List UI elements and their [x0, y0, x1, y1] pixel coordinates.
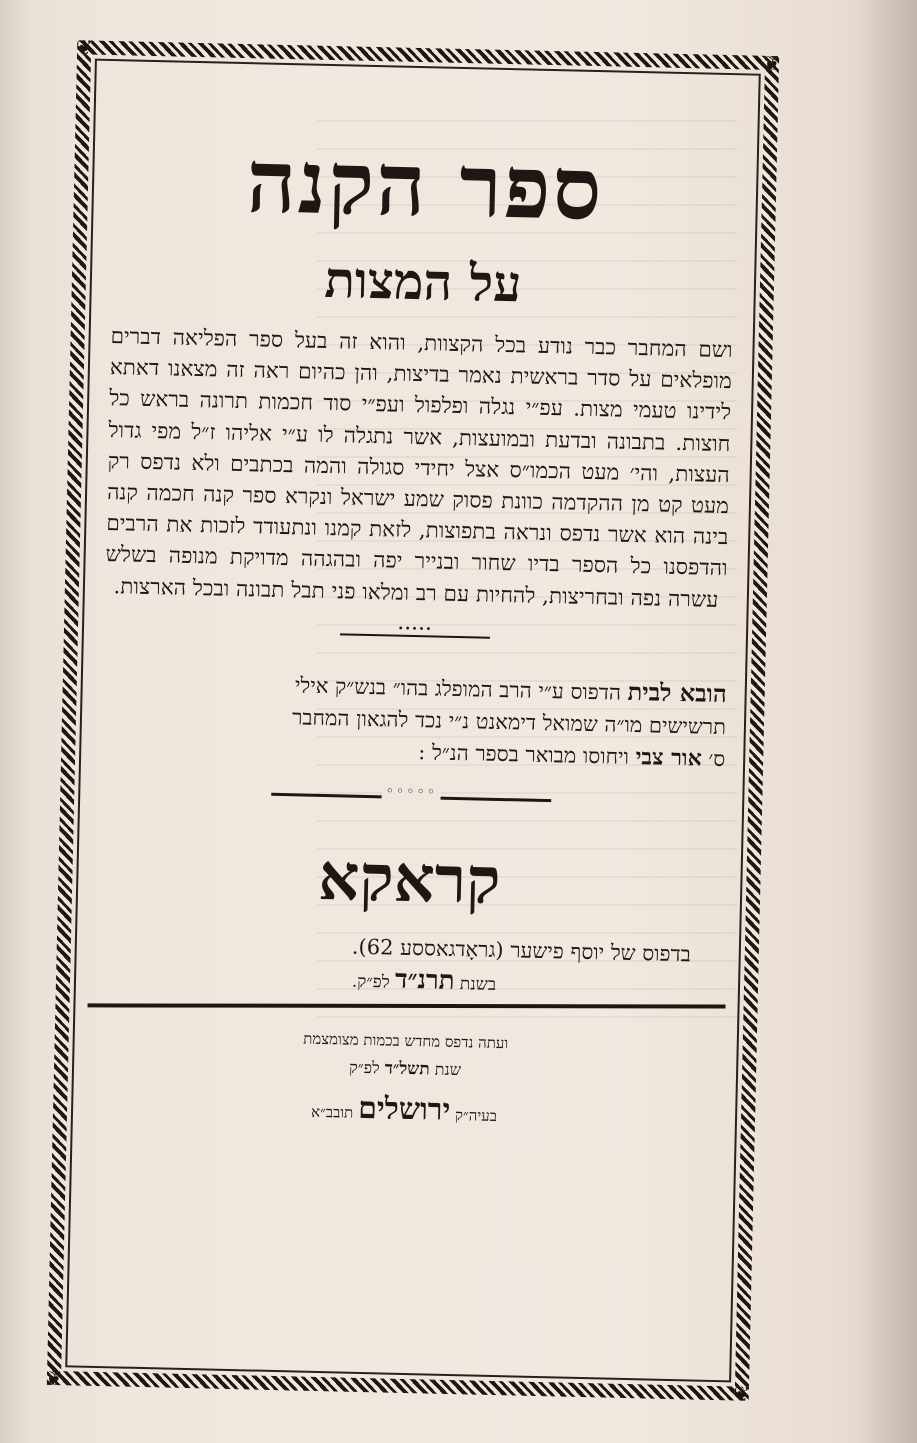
title-page-frame — [45, 35, 781, 1406]
corner-ornament-icon: ❦ — [45, 1365, 63, 1391]
reprint-line: ועתה נדפס מחדש בכמות מצומצמת — [303, 1029, 509, 1053]
small-divider — [340, 633, 490, 638]
publisher-book-name: אור צבי — [635, 743, 703, 772]
book-title: ספר הקנה — [245, 131, 605, 241]
publisher-text-4: ויחוסו מבואר בספר הנ״ל : — [417, 739, 630, 769]
place-name: ירושלים — [357, 1090, 451, 1128]
corner-ornament-icon: ❦ — [763, 50, 781, 76]
title-page-content — [80, 101, 746, 1368]
book-subtitle: על המצות — [323, 249, 523, 314]
place-prefix: בעיה״ק — [454, 1105, 498, 1125]
page-shadow — [857, 0, 917, 1443]
reprint-place-line — [85, 1082, 724, 1140]
printer-line: בדפוס של יוסף פישער (גראָדגאססע 62). — [351, 934, 692, 967]
publisher-text-1: הדפוס ע״י הרב המופלג בהו״ בנש״ק אילי — [294, 673, 622, 705]
year-prefix: בשנת — [459, 973, 497, 995]
reprint-year: תשל״ד — [384, 1058, 430, 1080]
corner-ornament-icon: ❦ — [733, 1381, 751, 1406]
corner-ornament-icon: ❦ — [75, 35, 93, 60]
year-value: תרנ״ד — [394, 964, 455, 996]
city-name: קראקא — [317, 839, 502, 919]
description-paragraph: ושם המחבר כבר נודע בכל הקצוות, והוא זה בעל ספר הפליאה דברים מופלאים על סדר בראשית נאמר בדיצות, והן כהיום ראה זה מצאנו דאתא לידינו טעמי מצות. עפ״י נגלה ופלפול ועפ״י סוד חכמות תרונה בראש כל חוצות. בתבונה ובדעת ובמועצות, אשר נתגלה לו ע״י אליהו ז״ל מפי גדול העצות, והי׳ מעט הכמו״ס אצל יחידי סגולה והמה בכתבים ולא נדפס רק מעט קט מן ההקדמה כוונת פסוק שמע ישראל ונקרא ספר קנה חכמה קנה בינה הוא אשר נדפס ונראה בתפוצות, לזאת קמנו ונתעודד לזכות את הרבים והדפסנו כל הספר בדיו שחור ובנייר יפה ובהגהה מדויקת מנופה בשלש עשרה נפה ובחריצות, להחיות עם רב ומלאו פני תבל תבונה ובכל הארצות. — [105, 324, 733, 613]
reprint-year-prefix: שנת — [434, 1059, 462, 1080]
place-suffix: תובב״א — [310, 1102, 354, 1122]
reprint-year-suffix: לפ״ק — [348, 1057, 380, 1078]
publisher-note — [93, 664, 733, 775]
year-suffix: לפ״ק. — [351, 971, 390, 993]
publisher-text-3: ס׳ — [708, 746, 726, 771]
publisher-text-2: תרשישים מו״ה שמואל דימאנט נ״י נכד להגאון המחבר — [291, 705, 727, 739]
publisher-lead: הובא לבית — [627, 676, 728, 708]
large-divider — [271, 793, 551, 802]
thick-rule — [88, 1003, 726, 1008]
